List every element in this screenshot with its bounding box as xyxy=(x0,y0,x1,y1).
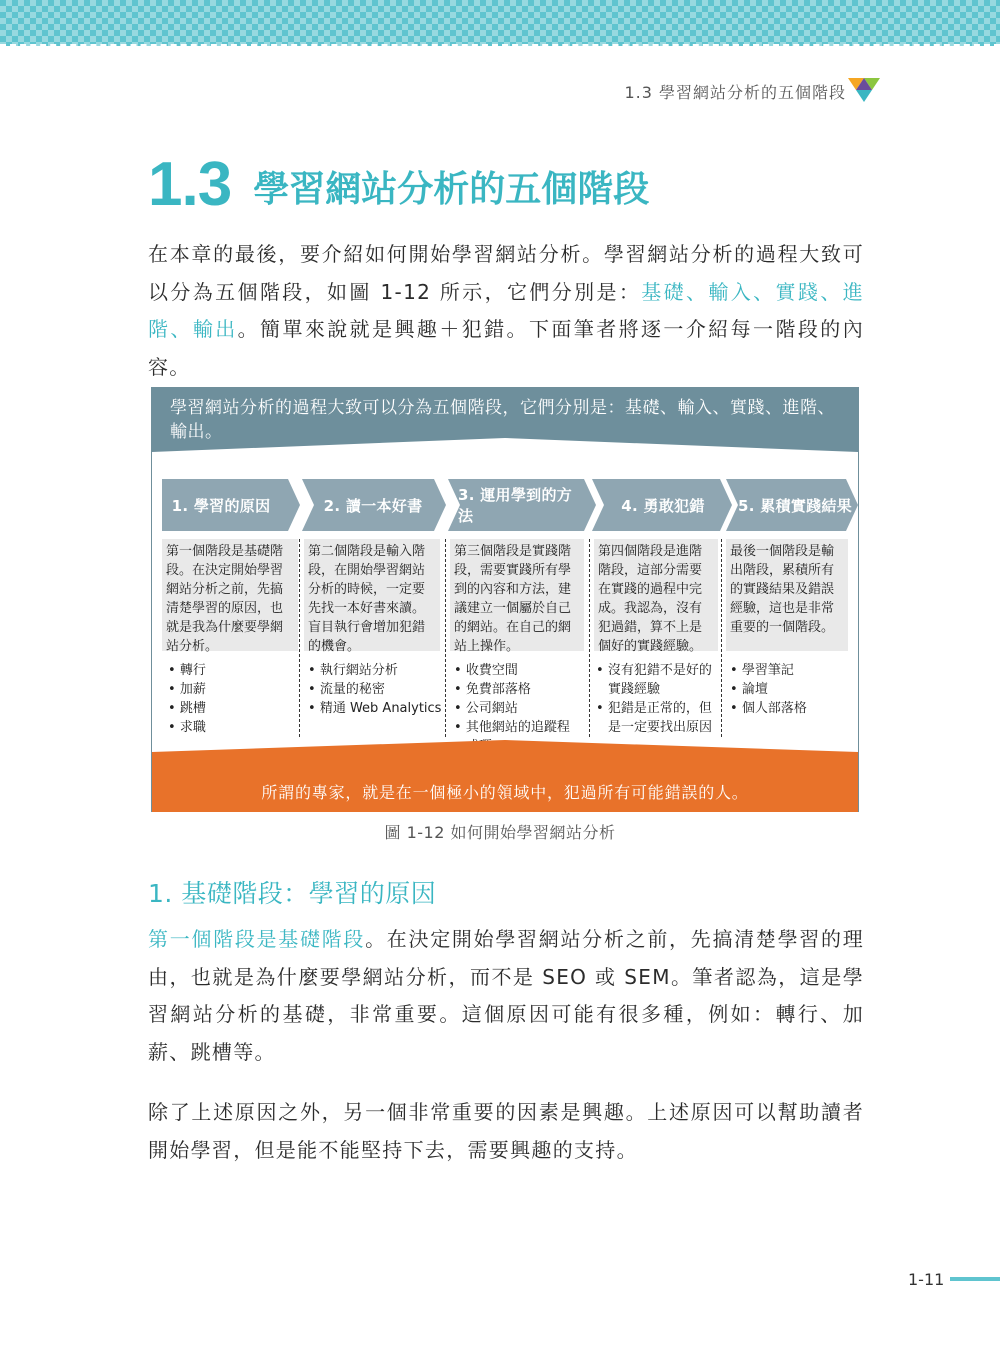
stage-chevron xyxy=(448,479,596,531)
bullet-item: • 免費部落格 xyxy=(454,682,531,697)
bullet-item: • 沒有犯錯不是好的實踐經驗 xyxy=(596,663,712,697)
stage-description: 第四個階段是進階階段，這部分需要在實踐的過程中完成。我認為，沒有犯過錯，算不上是個好的實踐經驗。 xyxy=(594,539,718,651)
body-paragraph xyxy=(148,921,864,1071)
bullet-item: • 學習筆記 xyxy=(730,663,794,678)
bullet-item: • 公司網站 xyxy=(454,701,518,716)
stage-chevron xyxy=(162,479,300,531)
paragraph-highlight: 第一個階段是基礎階段 xyxy=(148,927,366,951)
intro-stages-highlight: 基礎、輸入、實踐、進階、輸出 xyxy=(148,279,864,341)
bullet-item: • 轉行 xyxy=(168,663,206,678)
stage-chevron xyxy=(592,479,732,531)
stage-bullet-list xyxy=(306,661,442,718)
stage-chevron xyxy=(302,479,446,531)
figure-five-stages xyxy=(151,387,859,812)
stage-description: 第三個階段是實踐階段，需要實踐所有學到的內容和方法，建議建立一個屬於自己的網站。在自己的網站上操作。 xyxy=(450,539,584,651)
running-head: 1.3 學習網站分析的五個階段 xyxy=(624,83,846,102)
body-paragraph: 除了上述原因之外，另一個非常重要的因素是興趣。上述原因可以幫助讀者開始學習，但是能不能堅持下去，需要興趣的支持。 xyxy=(148,1100,864,1162)
intro-text: 在本章的最後，要介紹如何開始學習網站分析。學習網站分析的過程大致可以分為五個階段，如圖 1-12 所示，它們分別是： xyxy=(148,242,864,304)
triangle-logo-icon xyxy=(848,76,880,102)
stage-label: 2. 讀一本好書 xyxy=(323,496,423,515)
bullet-item: • 其他網站的追蹤程 xyxy=(454,720,570,735)
stage-label: 3. 運用學到的方法 xyxy=(458,486,573,525)
stage-label: 5. 累積實踐結果 xyxy=(737,496,853,515)
stage-bullet-list xyxy=(728,661,848,718)
bullet-item: • 執行網站分析 xyxy=(308,663,398,678)
stage-description: 最後一個階段是輸出階段，累積所有的實踐結果及錯誤經驗，這也是非常重要的一個階段。 xyxy=(726,539,848,651)
figure-caption: 圖 1-12 如何開始學習網站分析 xyxy=(384,823,616,842)
bullet-item: • 收費空間 xyxy=(454,663,518,678)
bullet-item: • 求職 xyxy=(168,720,206,735)
stage-chevron xyxy=(726,479,858,531)
column-divider xyxy=(589,539,590,737)
subsection-title: 1. 基礎階段：學習的原因 xyxy=(148,879,437,908)
intro-text-end: 。簡單來說就是興趣＋犯錯。下面筆者將逐一介紹每一階段的內容。 xyxy=(148,317,864,379)
paragraph-text: 。在決定開始學習網站分析之前，先搞清楚學習的理由，也就是為什麼要學網站分析，而不是 SEO 或 SEM。筆者認為，這是學習網站分析的基礎，非常重要。這個原因可能有很多種，例如：轉行、加薪、跳槽等。 xyxy=(148,927,864,1064)
bullet-item: • 精通 Web Analytics xyxy=(308,701,442,716)
figure-header xyxy=(152,388,858,452)
stage-label: 1. 學習的原因 xyxy=(171,496,271,515)
column-divider xyxy=(299,539,300,737)
figure-footer-text: 所謂的專家，就是在一個極小的領域中，犯過所有可能錯誤的人。 xyxy=(261,783,749,802)
figure-footer xyxy=(152,740,858,812)
section-number: 1.3 xyxy=(148,150,232,219)
bullet-item: • 跳槽 xyxy=(168,701,206,716)
column-divider xyxy=(445,539,446,737)
stage-description: 第二個階段是輸入階段，在開始學習網站分析的時候，一定要先找一本好書來讀。盲目執行會增加犯錯的機會。 xyxy=(304,539,440,651)
intro-paragraph xyxy=(148,236,864,386)
stage-description: 第一個階段是基礎階段。在決定開始學習網站分析之前，先搞清楚學習的原因，也就是我為什麼要學網站分析。 xyxy=(162,539,298,651)
bullet-item: • 犯錯是正常的，但是一定要找出原因 xyxy=(596,701,713,735)
top-decorative-band xyxy=(0,0,1000,46)
bullet-item: • 個人部落格 xyxy=(730,701,807,716)
stage-bullet-list xyxy=(166,661,296,737)
section-title xyxy=(148,146,650,219)
section-heading: 學習網站分析的五個階段 xyxy=(253,169,650,210)
bullet-item: • 論壇 xyxy=(730,682,768,697)
bullet-item: • 流量的秘密 xyxy=(308,682,385,697)
bullet-item: • 加薪 xyxy=(168,682,206,697)
stage-label: 4. 勇敢犯錯 xyxy=(621,496,705,515)
figure-header-text: 學習網站分析的過程大致可以分為五個階段，它們分別是：基礎、輸入、實踐、進階、輸出。 xyxy=(170,398,835,442)
page-number: 1-11 xyxy=(908,1270,945,1289)
page-number-rule xyxy=(950,1277,1000,1281)
column-divider xyxy=(721,539,722,737)
stage-bullet-list xyxy=(594,661,718,737)
